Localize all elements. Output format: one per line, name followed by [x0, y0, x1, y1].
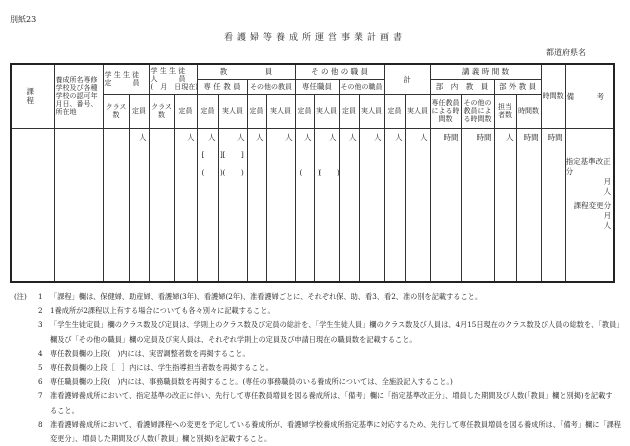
table-cell[interactable] — [461, 128, 494, 282]
header-capacity: 定員 — [295, 94, 314, 128]
note-line — [14, 432, 623, 446]
square-bracket: [ ] — [222, 149, 248, 159]
table-cell[interactable] — [174, 128, 197, 282]
header-remarks: 備 考 — [565, 64, 614, 128]
round-bracket: ( ) — [201, 167, 227, 177]
page-title: 看護婦等養成所運営事業計画書 — [223, 33, 406, 43]
header-student-count: 学 生 生 徒 人 員 ( 月 日現在) — [149, 64, 197, 94]
header-hours: 時間数 — [541, 64, 565, 128]
remarks-line: 月 — [603, 210, 612, 220]
round-bracket: ( ) — [222, 167, 248, 177]
note-number: 7 — [38, 391, 43, 401]
note-line — [14, 318, 623, 332]
header-school-info: 養成所名専修学校及び各種学校の認可年月日、番号、所在地 — [54, 64, 103, 128]
table-cell[interactable] — [149, 128, 174, 282]
remarks-line: 指定基準改正分 — [565, 156, 611, 176]
table-row — [11, 128, 614, 282]
note-line — [14, 375, 623, 389]
table-cell[interactable] — [247, 128, 266, 282]
header-actual: 実人員 — [359, 94, 384, 128]
note-text: 准看護婦養成所において、指定基準の改正に伴い、先行して専任教員増員を図る養成所は、「備考」欄に「指定基準改正分」、増員した期間及び人数(「教員」欄と別掲)を記載す — [50, 391, 613, 401]
unit-label: 人 — [237, 132, 245, 142]
note-line — [14, 347, 623, 361]
table-cell[interactable] — [339, 128, 359, 282]
unit-label: 人 — [349, 132, 357, 142]
header-other-hours: その他の教員による時間数 — [461, 94, 494, 128]
note-number: 4 — [38, 348, 43, 358]
plan-table — [10, 63, 615, 283]
table-cell[interactable] — [11, 128, 54, 282]
table-cell[interactable] — [54, 128, 103, 282]
note-line — [14, 361, 623, 375]
header-capacity: 定員 — [174, 94, 197, 128]
unit-label: 時間 — [523, 132, 539, 142]
note-line — [14, 304, 623, 318]
round-bracket: ( ) — [299, 167, 325, 177]
note-text: 欄及び「その他の職員」欄の定員及び実人員は、それぞれ学則上の定員及び申請日現在の職員数を記載すること。 — [50, 334, 417, 344]
header-other-staff-sub: その他の職員 — [339, 79, 384, 94]
note-line — [14, 333, 623, 347]
square-bracket: [ ] — [201, 149, 227, 159]
header-capacity: 定員 — [129, 94, 149, 128]
header-capacity: 定員 — [197, 94, 218, 128]
header-fulltime-staff: 専任職員 — [295, 79, 339, 94]
header-other-staff: そ の 他 の 職 員 — [295, 64, 384, 79]
remarks-line: 人 — [603, 220, 612, 230]
unit-label: 人 — [506, 132, 514, 142]
form-id: 別紙23 — [10, 15, 37, 24]
note-line — [14, 418, 623, 432]
note-number: 8 — [38, 419, 43, 429]
note-line — [14, 389, 623, 403]
header-capacity: 定員 — [384, 94, 405, 128]
table-cell[interactable] — [129, 128, 149, 282]
remarks-line: 課程変更分 — [573, 200, 612, 210]
remarks-course-change — [574, 201, 612, 231]
note-text: 専任教員欄の上段( )内には、実習調整者数を再掲すること。 — [50, 348, 250, 358]
header-capacity: 定員 — [339, 94, 359, 128]
header-fulltime-teachers: 専 任 教 員 — [197, 79, 247, 94]
note-number: 3 — [38, 320, 43, 330]
header-capacity: 定員 — [247, 94, 266, 128]
header-teachers: 教 員 — [197, 64, 295, 79]
table-cell[interactable] — [405, 128, 430, 282]
note-text: 「課程」欄は、保健婦、助産婦、看護婦(3年)、看護婦(2年)、准看護婦ごとに、それぞれ保、助、看3、看2、准の別を記載すること。 — [50, 292, 483, 301]
header-student-capacity: 学 生 生 徒 定 員 — [103, 64, 149, 94]
note-text: 1養成所が2課程以上有する場合についても各々別々に記載すること。 — [50, 306, 275, 316]
table-cell[interactable] — [541, 128, 565, 282]
note-text: 専任職員欄の上段( )内には、事務職員数を再掲すること。(専任の事務職員のいる養成所については、全施設記入すること。) — [50, 377, 453, 387]
round-bracket: ( ) — [318, 167, 344, 177]
note-number: 6 — [38, 377, 43, 387]
remarks-line: 月 — [603, 176, 612, 186]
remarks-line: 人 — [603, 186, 612, 196]
header-hour-count: 時間数 — [516, 94, 541, 128]
table-cell[interactable] — [197, 128, 227, 282]
header-actual: 実人員 — [218, 94, 247, 128]
header-fulltime-hours: 専任教員による時間数 — [430, 94, 461, 128]
header-class-count: クラス数 — [103, 94, 129, 128]
table-cell[interactable] — [494, 128, 516, 282]
note-number: 2 — [38, 306, 43, 316]
unit-label: 人 — [208, 132, 216, 142]
header-total: 計 — [384, 64, 430, 94]
table-cell[interactable] — [218, 128, 247, 282]
unit-label: 人 — [256, 132, 264, 142]
unit-label: 人 — [139, 132, 147, 142]
header-actual: 実人員 — [405, 94, 430, 128]
header-lecture-hours: 講 義 時 間 数 — [430, 64, 541, 79]
table-cell[interactable] — [295, 128, 325, 282]
notes — [14, 290, 623, 446]
unit-label: 人 — [420, 132, 428, 142]
header-course: 課 程 — [11, 64, 54, 128]
remarks-standard-revision — [566, 157, 612, 197]
note-text: 准看護婦養成所において、看護婦課程への変更を予定している養成所が、看護婦学校養成所指定基準に対応するため、先行して専任教員増員を図る養成所は、「備考」欄に「課程 — [50, 419, 621, 429]
note-text: 「学生生徒定員」欄のクラス数及び定員は、学則上のクラス数及び定員の総計を、「学生生徒人員」欄のクラス数及び人員は、4月15日現在のクラス数及び人員の総数を、「教員」 — [50, 320, 624, 330]
table-cell[interactable] — [516, 128, 541, 282]
unit-label: 人 — [329, 132, 337, 142]
unit-label: 人 — [304, 132, 312, 142]
table-cell[interactable] — [565, 128, 614, 282]
unit-label: 時間 — [547, 132, 563, 142]
table-cell[interactable] — [384, 128, 405, 282]
header-persons-in-charge: 担当者数 — [494, 94, 516, 128]
note-text: ること。 — [50, 405, 79, 415]
unit-label: 時間 — [443, 132, 459, 142]
note-text: 変更分」、増員した期間及び人数(「教員」欄と別掲)を記載すること。 — [50, 434, 272, 444]
unit-label: 人 — [285, 132, 293, 142]
header-external-teachers: 部 外 教 員 — [494, 79, 541, 94]
table-cell[interactable] — [359, 128, 384, 282]
note-line — [14, 404, 623, 418]
table-cell[interactable] — [430, 128, 461, 282]
unit-label: 人 — [374, 132, 382, 142]
prefecture-label: 都道府県名 — [546, 48, 586, 57]
header-internal-teachers: 部 内 教 員 — [430, 79, 494, 94]
header-actual: 実人員 — [266, 94, 295, 128]
header-class-count: クラス数 — [149, 94, 174, 128]
note-text: 専任教員欄の上段［ ］内には、学生指導担当者数を再掲すること。 — [50, 363, 273, 373]
unit-label: 時間 — [476, 132, 492, 142]
table-cell[interactable] — [314, 128, 344, 282]
table-cell[interactable] — [103, 128, 129, 282]
header-other-teachers: その他の教員 — [247, 79, 295, 94]
unit-label: 人 — [187, 132, 195, 142]
note-line — [14, 290, 623, 304]
unit-label: 人 — [395, 132, 403, 142]
table-cell[interactable] — [266, 128, 295, 282]
note-number: 1 — [38, 292, 43, 301]
header-actual: 実人員 — [314, 94, 339, 128]
note-label: (注) — [14, 292, 27, 301]
note-number: 5 — [38, 363, 43, 373]
